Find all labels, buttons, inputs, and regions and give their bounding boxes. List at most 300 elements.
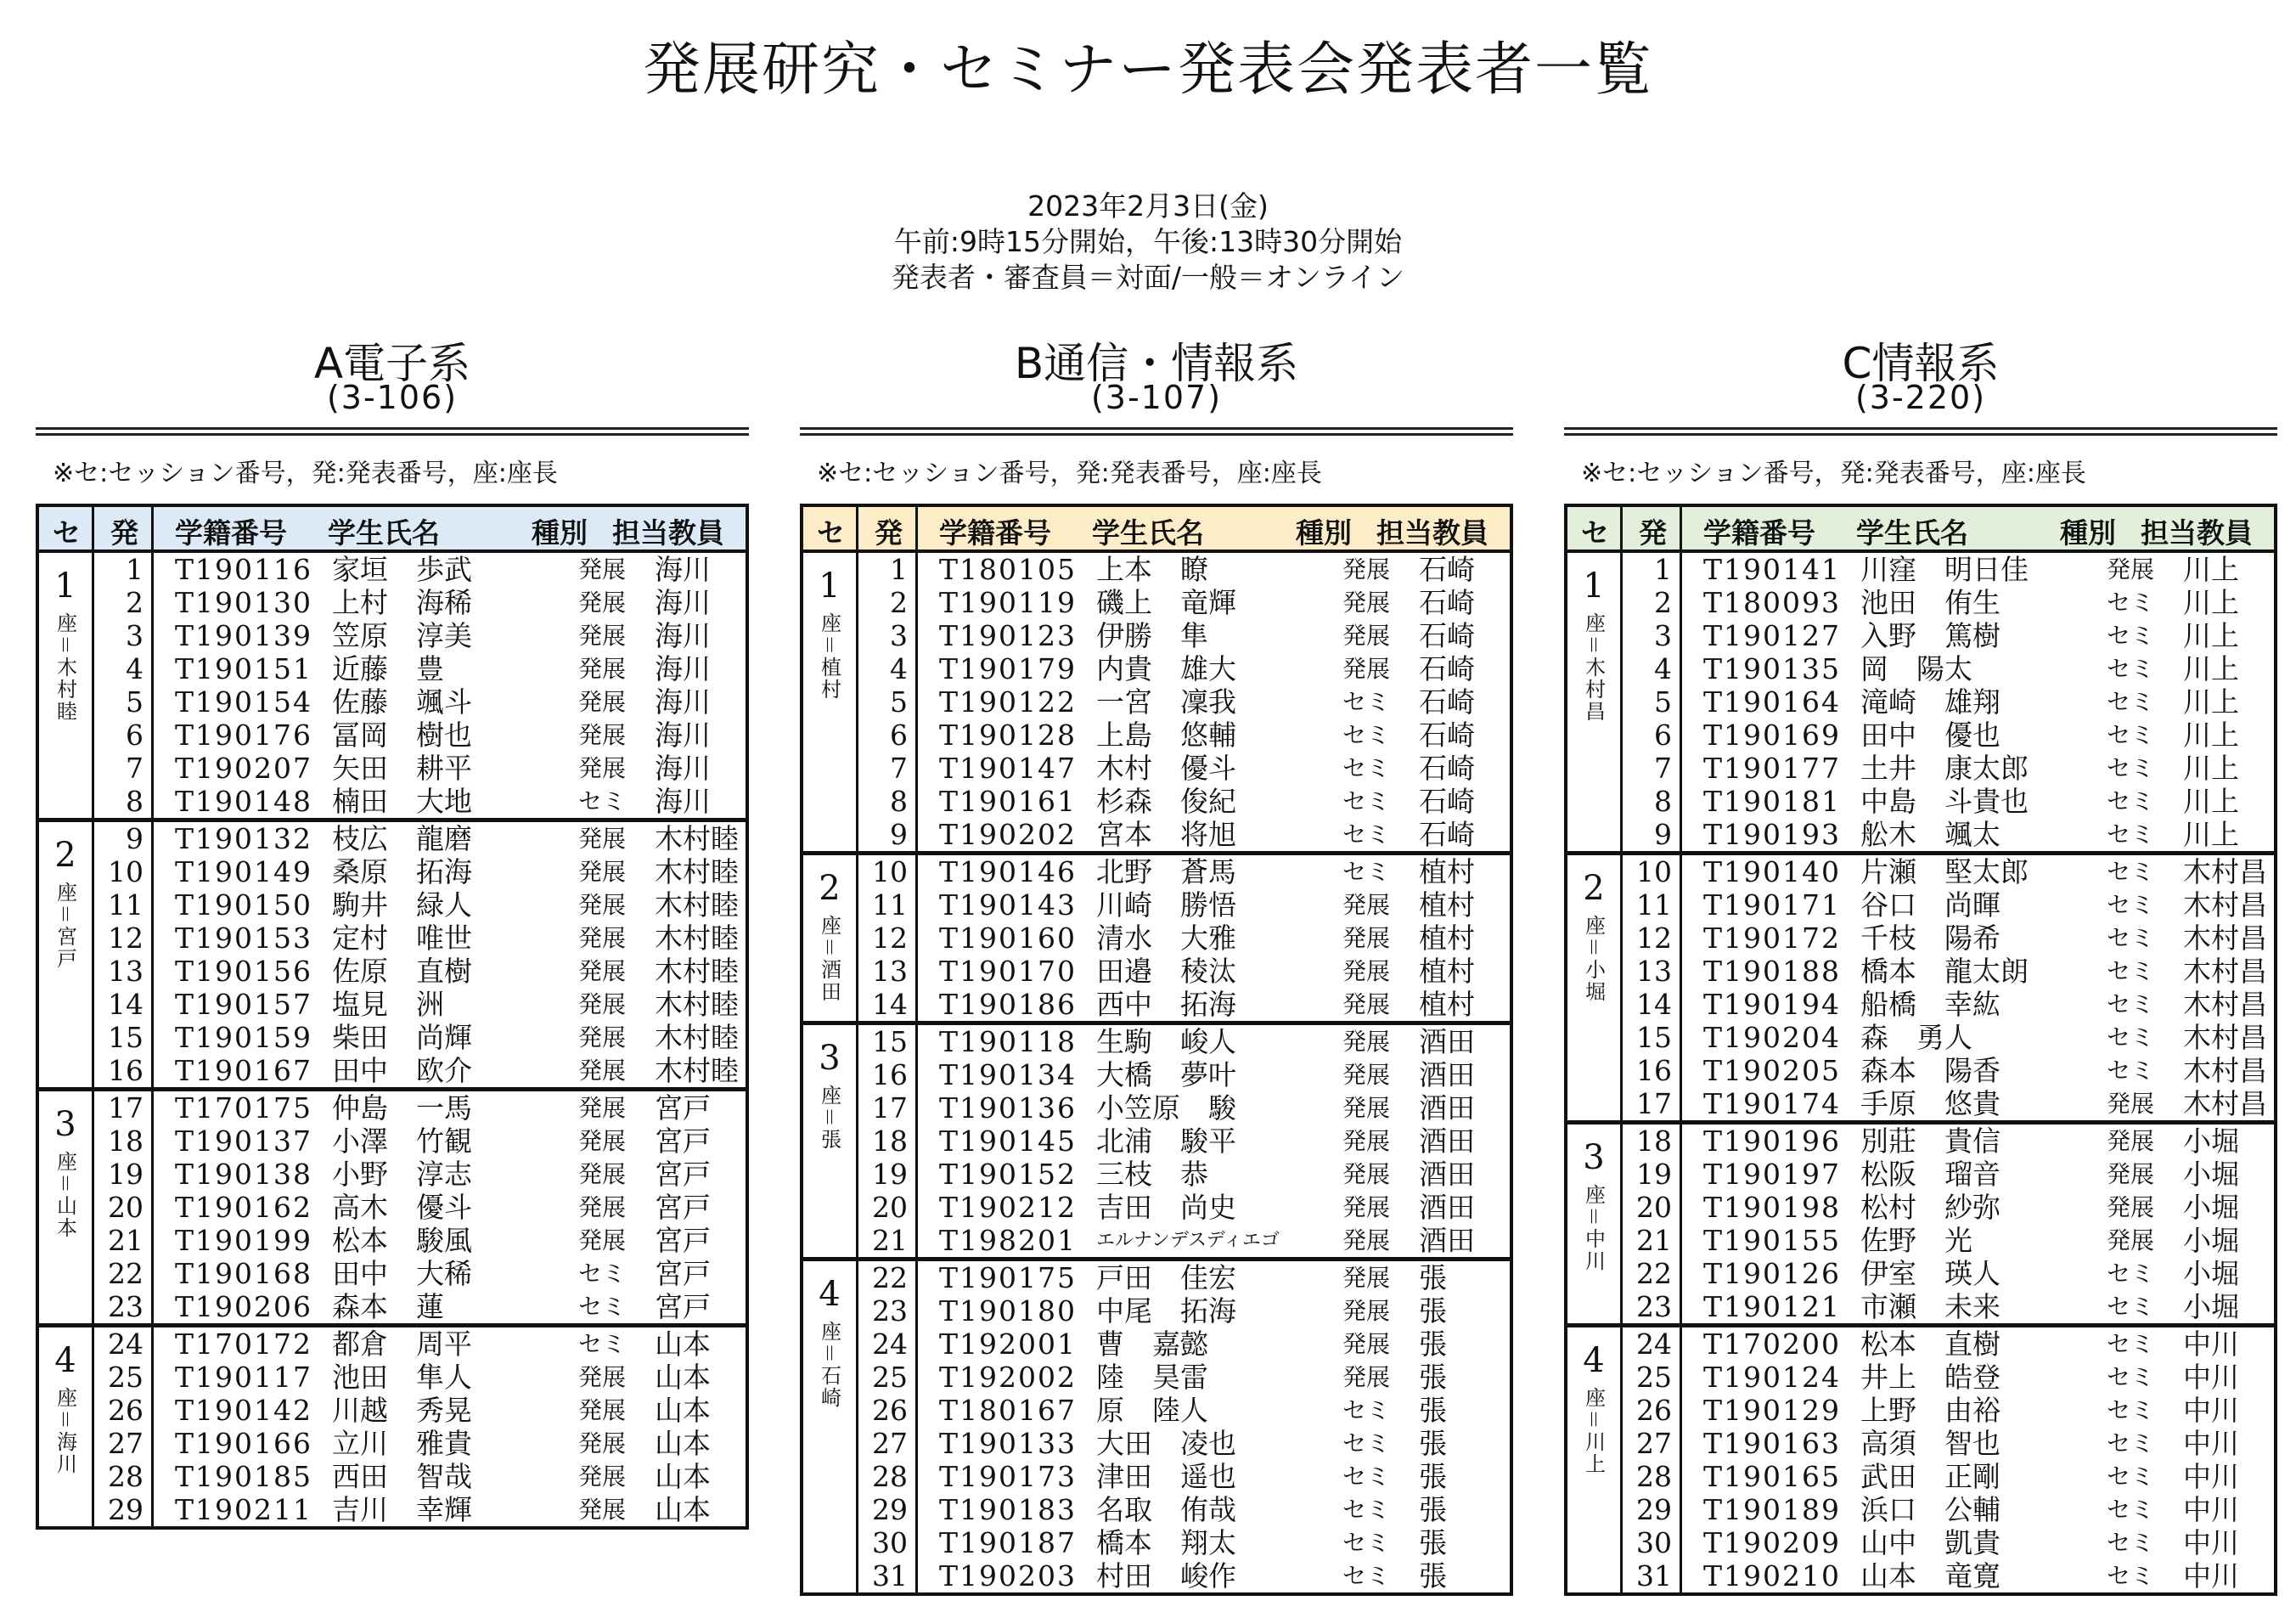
table-row (94, 1327, 746, 1361)
presentation-number: 19 (108, 1158, 144, 1191)
presentation-type: 発展 (578, 589, 627, 617)
session-rows (858, 1025, 1510, 1257)
session-chair: 座＝木村昌 (1581, 612, 1606, 723)
table-row (94, 652, 746, 685)
table-row (94, 619, 746, 652)
student-id: T190204 (1703, 1021, 1841, 1054)
presentation-number: 15 (108, 1021, 144, 1054)
presentation-number: 12 (872, 922, 908, 955)
presentation-number: 20 (1636, 1191, 1672, 1224)
student-id: T190153 (175, 922, 312, 955)
table-row (94, 955, 746, 988)
teacher-name: 酒田 (1419, 1025, 1475, 1058)
table-row (94, 1394, 746, 1427)
teacher-name: 酒田 (1419, 1124, 1475, 1158)
table-row (1623, 1559, 2274, 1592)
presentation-number: 9 (890, 818, 908, 851)
table-row (858, 1025, 1510, 1058)
presentation-type: 発展 (1342, 1226, 1391, 1254)
student-id: T190127 (1703, 619, 1841, 652)
student-name: 上本 瞭 (1096, 553, 1208, 586)
student-id: T190159 (175, 1021, 312, 1054)
table-row (1623, 1124, 2274, 1158)
session-cell (803, 855, 858, 1021)
presentation-number: 19 (872, 1158, 908, 1191)
student-name: 森 勇人 (1860, 1021, 1972, 1054)
session-number: 4 (1583, 1341, 1605, 1380)
presentation-number: 25 (108, 1361, 144, 1394)
student-name: 船橋 幸紘 (1860, 988, 2001, 1021)
student-name: 片瀬 堅太郎 (1860, 855, 2029, 888)
student-name: 岡 陽太 (1860, 652, 1972, 685)
presentation-number: 24 (1636, 1327, 1672, 1361)
presentation-number: 4 (1654, 652, 1672, 685)
teacher-name: 木村睦 (655, 855, 739, 888)
student-name: 内貴 雄大 (1096, 652, 1236, 685)
session-chair: 座＝川上 (1581, 1387, 1606, 1475)
teacher-name: 中川 (2183, 1559, 2239, 1592)
table-row (858, 922, 1510, 955)
group-name: C情報系 (1842, 339, 2000, 388)
presentation-number: 11 (1636, 888, 1672, 922)
teacher-name: 木村昌 (2183, 1054, 2267, 1087)
teacher-name: 山本 (655, 1493, 711, 1526)
student-id: T190157 (175, 988, 312, 1021)
presentation-type: 発展 (1342, 589, 1391, 617)
table-row (1623, 652, 2274, 685)
table-row (94, 752, 746, 785)
presentation-type: 発展 (578, 1429, 627, 1457)
session-rows (1623, 1327, 2274, 1592)
student-id: T190154 (175, 685, 312, 719)
teacher-name: 木村昌 (2183, 1021, 2267, 1054)
table-row (858, 1158, 1510, 1191)
session-rows (94, 1091, 746, 1323)
presentation-number: 20 (108, 1191, 144, 1224)
teacher-name: 中川 (2183, 1427, 2239, 1460)
student-id: T190171 (1703, 888, 1841, 922)
presentation-type: 発展 (578, 891, 627, 919)
table-row (1623, 955, 2274, 988)
presentation-number: 17 (1636, 1087, 1672, 1120)
presentation-type: 発展 (578, 1127, 627, 1155)
presentation-number: 4 (126, 652, 144, 685)
teacher-name: 木村睦 (655, 955, 739, 988)
teacher-name: 宮戸 (655, 1158, 711, 1191)
page-title: 発展研究・セミナー発表会発表者一覧 (642, 37, 1653, 104)
teacher-name: 張 (1419, 1327, 1447, 1361)
presentation-type: セミ (2107, 754, 2155, 782)
student-id: T190173 (939, 1460, 1077, 1493)
presentation-type: セミ (2107, 622, 2155, 650)
presentation-number: 5 (890, 685, 908, 719)
teacher-name: 海川 (655, 752, 711, 785)
student-id: T190176 (175, 719, 312, 752)
table-row (858, 1294, 1510, 1327)
session-rows (94, 822, 746, 1087)
session-block (1567, 855, 2274, 1124)
table-row (94, 719, 746, 752)
student-id: T190189 (1703, 1493, 1841, 1526)
session-cell (803, 1025, 858, 1257)
teacher-name: 海川 (655, 685, 711, 719)
presentation-number: 17 (872, 1091, 908, 1124)
teacher-name: 山本 (655, 1460, 711, 1493)
session-number: 3 (1583, 1138, 1605, 1177)
presentation-type: 発展 (1342, 1330, 1391, 1358)
student-name: 楠田 大地 (332, 785, 472, 818)
presentation-type: 発展 (1342, 1061, 1391, 1089)
table-row (94, 855, 746, 888)
presentation-type: セミ (2107, 1293, 2155, 1321)
table-row (1623, 685, 2274, 719)
presentation-type: セミ (1342, 1529, 1391, 1557)
student-name: 松阪 瑠音 (1860, 1158, 2001, 1191)
table-row (858, 1427, 1510, 1460)
table-row (858, 586, 1510, 619)
header-session: セ (817, 516, 845, 550)
presentation-number: 14 (108, 988, 144, 1021)
student-id: T190145 (939, 1124, 1077, 1158)
session-block (39, 553, 746, 822)
table-row (94, 1427, 746, 1460)
student-id: T190118 (939, 1025, 1077, 1058)
student-id: T180105 (939, 553, 1077, 586)
student-name: 佐野 光 (1860, 1224, 1972, 1257)
student-name: 山本 竜寛 (1860, 1559, 2001, 1592)
presentation-type: 発展 (578, 825, 627, 853)
presentation-type: 発展 (578, 957, 627, 985)
student-name: 曹 嘉懿 (1096, 1327, 1208, 1361)
teacher-name: 酒田 (1419, 1191, 1475, 1224)
student-name: 柴田 尚輝 (332, 1021, 472, 1054)
presentation-type: 発展 (1342, 555, 1391, 583)
presentation-type: 発展 (578, 1463, 627, 1491)
header-student-name: 学生氏名 (1092, 516, 1204, 550)
student-id: T190168 (175, 1257, 312, 1290)
student-name: 清水 大雅 (1096, 922, 1236, 955)
student-name: 冨岡 樹也 (332, 719, 472, 752)
session-cell (803, 1261, 858, 1592)
table-row (1623, 1427, 2274, 1460)
student-id: T190137 (175, 1124, 312, 1158)
header-teacher: 担当教員 (612, 516, 724, 550)
table-row (858, 553, 1510, 586)
event-date: 2023年2月3日(金) (1027, 189, 1269, 223)
presentation-type: セミ (1342, 787, 1391, 815)
student-name: 大田 凌也 (1096, 1427, 1236, 1460)
teacher-name: 張 (1419, 1559, 1447, 1592)
teacher-name: 宮戸 (655, 1224, 711, 1257)
table-row (94, 586, 746, 619)
student-id: T170175 (175, 1091, 312, 1124)
student-name: 木村 優斗 (1096, 752, 1236, 785)
student-name: 笠原 淳美 (332, 619, 472, 652)
table-row (1623, 1394, 2274, 1427)
student-name: 伊勝 隼 (1096, 619, 1208, 652)
student-name: 北浦 駿平 (1096, 1124, 1236, 1158)
presentation-number: 16 (108, 1054, 144, 1087)
teacher-name: 小堀 (2183, 1257, 2239, 1290)
session-rows (94, 1327, 746, 1526)
student-name: 池田 侑生 (1860, 586, 2001, 619)
header-type: 種別 (2060, 516, 2116, 550)
student-id: T190129 (1703, 1394, 1841, 1427)
presentation-number: 3 (126, 619, 144, 652)
presentation-number: 24 (108, 1327, 144, 1361)
student-id: T190207 (175, 752, 312, 785)
table-row (1623, 1290, 2274, 1323)
student-id: T190133 (939, 1427, 1077, 1460)
student-id: T198201 (939, 1224, 1077, 1257)
student-name: 名取 侑哉 (1096, 1493, 1236, 1526)
table-row (94, 1460, 746, 1493)
session-cell (39, 1327, 94, 1526)
presentation-number: 26 (108, 1394, 144, 1427)
student-id: T190210 (1703, 1559, 1841, 1592)
table-row (858, 1493, 1510, 1526)
session-number: 3 (819, 1039, 841, 1078)
table-row (858, 1261, 1510, 1294)
teacher-name: 川上 (2183, 685, 2239, 719)
header-divider (1680, 507, 1682, 550)
event-format: 発表者・審査員＝対面/一般＝オンライン (891, 261, 1405, 294)
header-student-id: 学籍番号 (1703, 516, 1815, 550)
session-cell (39, 822, 94, 1087)
presentation-number: 7 (126, 752, 144, 785)
student-id: T192002 (939, 1361, 1077, 1394)
teacher-name: 川上 (2183, 818, 2239, 851)
student-name: 浜口 公輔 (1860, 1493, 2001, 1526)
student-name: 田邉 稜汰 (1096, 955, 1236, 988)
presentation-type: 発展 (2107, 1160, 2155, 1188)
header-session: セ (1581, 516, 1609, 550)
double-rule (1564, 427, 2277, 436)
student-name: 手原 悠貴 (1860, 1087, 2001, 1120)
presentation-type: 発展 (578, 688, 627, 716)
table-row (858, 1559, 1510, 1592)
student-id: T190172 (1703, 922, 1841, 955)
student-name: 橋本 龍太朗 (1860, 955, 2029, 988)
table-row (94, 1124, 746, 1158)
teacher-name: 川上 (2183, 619, 2239, 652)
student-id: T190181 (1703, 785, 1841, 818)
presentation-number: 8 (126, 785, 144, 818)
table-row (1623, 1327, 2274, 1361)
presentation-number: 29 (872, 1493, 908, 1526)
table-row (1623, 553, 2274, 586)
student-id: T190211 (175, 1493, 312, 1526)
table-row (858, 1058, 1510, 1091)
student-name: 西中 拓海 (1096, 988, 1236, 1021)
table-row (1623, 1526, 2274, 1559)
teacher-name: 石崎 (1419, 553, 1475, 586)
teacher-name: 川上 (2183, 652, 2239, 685)
teacher-name: 宮戸 (655, 1191, 711, 1224)
teacher-name: 植村 (1419, 855, 1475, 888)
teacher-name: 小堀 (2183, 1191, 2239, 1224)
teacher-name: 張 (1419, 1493, 1447, 1526)
table-row (1623, 752, 2274, 785)
presentation-type: 発展 (1342, 1193, 1391, 1221)
session-chair: 座＝木村睦 (53, 612, 77, 723)
teacher-name: 木村睦 (655, 1054, 739, 1087)
session-number: 1 (819, 566, 841, 606)
session-chair: 座＝海川 (53, 1387, 77, 1475)
table-row (858, 619, 1510, 652)
presentation-type: 発展 (2107, 1193, 2155, 1221)
session-cell (39, 1091, 94, 1323)
presentation-number: 25 (872, 1361, 908, 1394)
presentation-number: 6 (890, 719, 908, 752)
table-row (94, 785, 746, 818)
presentation-type: 発展 (1342, 1264, 1391, 1292)
teacher-name: 山本 (655, 1394, 711, 1427)
presentation-type: 発展 (578, 1226, 627, 1254)
table-row (94, 1361, 746, 1394)
teacher-name: 張 (1419, 1294, 1447, 1327)
presentation-type: セミ (1342, 721, 1391, 749)
teacher-name: 宮戸 (655, 1124, 711, 1158)
table-row (94, 922, 746, 955)
session-number: 3 (54, 1105, 76, 1144)
student-id: T190117 (175, 1361, 312, 1394)
table-row (858, 1327, 1510, 1361)
teacher-name: 石崎 (1419, 719, 1475, 752)
student-name: 津田 遥也 (1096, 1460, 1236, 1493)
teacher-name: 中川 (2183, 1460, 2239, 1493)
student-id: T190162 (175, 1191, 312, 1224)
student-id: T190135 (1703, 652, 1841, 685)
presentation-number: 10 (872, 855, 908, 888)
student-name: 森本 陽香 (1860, 1054, 2001, 1087)
student-id: T190205 (1703, 1054, 1841, 1087)
presentation-type: 発展 (578, 754, 627, 782)
double-rule (800, 427, 1513, 436)
presentation-type: セミ (2107, 1463, 2155, 1491)
student-id: T190128 (939, 719, 1077, 752)
session-rows (858, 1261, 1510, 1592)
student-name: 立川 雅貴 (332, 1427, 472, 1460)
presentation-number: 18 (1636, 1124, 1672, 1158)
presentation-number: 13 (108, 955, 144, 988)
student-id: T190156 (175, 955, 312, 988)
group-name: A電子系 (313, 339, 471, 388)
presentation-type: 発展 (578, 655, 627, 683)
legend-note: ※セ:セッション番号，発:発表番号，座:座長 (1581, 459, 2086, 488)
table-row (858, 752, 1510, 785)
student-id: T190196 (1703, 1124, 1841, 1158)
student-id: T190126 (1703, 1257, 1841, 1290)
session-block (1567, 553, 2274, 855)
teacher-name: 植村 (1419, 955, 1475, 988)
presentation-type: セミ (2107, 820, 2155, 848)
teacher-name: 石崎 (1419, 586, 1475, 619)
header-divider (151, 507, 154, 550)
header-type: 種別 (532, 516, 588, 550)
header-student-id: 学籍番号 (175, 516, 287, 550)
student-name: 川崎 勝悟 (1096, 888, 1236, 922)
teacher-name: 石崎 (1419, 619, 1475, 652)
presentation-type: セミ (2107, 891, 2155, 919)
teacher-name: 張 (1419, 1427, 1447, 1460)
presentation-number: 23 (108, 1290, 144, 1323)
table-row (1623, 1361, 2274, 1394)
table-row (1623, 1224, 2274, 1257)
student-name: 入野 篤樹 (1860, 619, 2001, 652)
session-chair: 座＝山本 (53, 1151, 77, 1239)
presentation-type: セミ (1342, 754, 1391, 782)
table-row (94, 888, 746, 922)
teacher-name: 中川 (2183, 1327, 2239, 1361)
teacher-name: 木村昌 (2183, 855, 2267, 888)
teacher-name: 小堀 (2183, 1124, 2239, 1158)
student-id: T190116 (175, 553, 312, 586)
student-name: 定村 唯世 (332, 922, 472, 955)
presentation-type: 発展 (578, 622, 627, 650)
teacher-name: 中川 (2183, 1361, 2239, 1394)
presentation-number: 28 (872, 1460, 908, 1493)
table-row (1623, 785, 2274, 818)
group-a-column (36, 0, 749, 1612)
teacher-name: 石崎 (1419, 752, 1475, 785)
session-number: 2 (819, 869, 841, 908)
teacher-name: 海川 (655, 586, 711, 619)
table-row (858, 785, 1510, 818)
presentation-number: 11 (872, 888, 908, 922)
presentation-number: 21 (1636, 1224, 1672, 1257)
student-id: T190193 (1703, 818, 1841, 851)
presentation-type: セミ (578, 1293, 627, 1321)
student-id: T190155 (1703, 1224, 1841, 1257)
student-name: 別莊 貴信 (1860, 1124, 2001, 1158)
presentation-number: 23 (872, 1294, 908, 1327)
student-id: T190163 (1703, 1427, 1841, 1460)
teacher-name: 山本 (655, 1327, 711, 1361)
presentation-number: 4 (890, 652, 908, 685)
presentation-number: 12 (1636, 922, 1672, 955)
presentation-number: 31 (1636, 1559, 1672, 1592)
presentation-number: 6 (1654, 719, 1672, 752)
teacher-name: 石崎 (1419, 652, 1475, 685)
group-room: (3-107) (1090, 379, 1223, 416)
teacher-name: 木村睦 (655, 988, 739, 1021)
student-id: T180167 (939, 1394, 1077, 1427)
table-row (858, 855, 1510, 888)
student-name: 原 陸人 (1096, 1394, 1208, 1427)
session-cell (1567, 1124, 1623, 1323)
student-name: 池田 隼人 (332, 1361, 472, 1394)
session-rows (94, 553, 746, 818)
student-id: T190206 (175, 1290, 312, 1323)
presentation-type: 発展 (578, 555, 627, 583)
presentation-type: セミ (578, 1260, 627, 1288)
presentation-type: セミ (578, 1330, 627, 1358)
student-id: T180093 (1703, 586, 1841, 619)
student-id: T190143 (939, 888, 1077, 922)
student-name: 村田 峻作 (1096, 1559, 1236, 1592)
session-rows (858, 855, 1510, 1021)
header-number: 発 (110, 516, 138, 550)
student-id: T190119 (939, 586, 1077, 619)
teacher-name: 石崎 (1419, 685, 1475, 719)
student-name: 森本 蓮 (332, 1290, 444, 1323)
student-id: T190150 (175, 888, 312, 922)
table-header (39, 507, 746, 553)
presentation-type: 発展 (1342, 990, 1391, 1018)
student-name: 伊室 瑛人 (1860, 1257, 2001, 1290)
teacher-name: 植村 (1419, 922, 1475, 955)
